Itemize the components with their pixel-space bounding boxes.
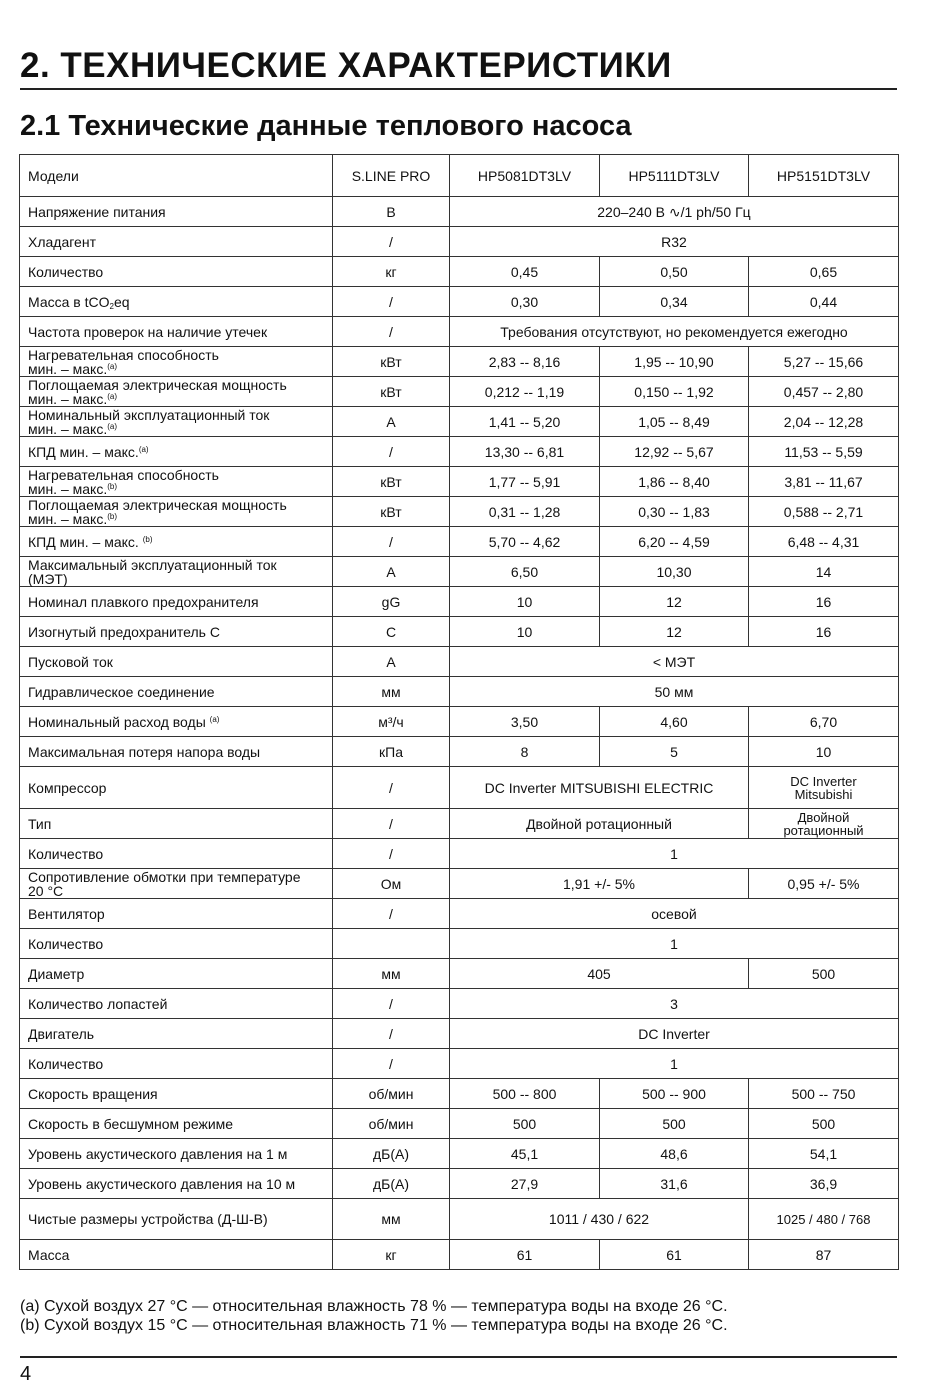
row-value: R32 bbox=[450, 227, 899, 257]
row-unit: дБ(А) bbox=[333, 1169, 450, 1199]
table-row bbox=[20, 839, 899, 869]
footer-rule bbox=[20, 1356, 897, 1358]
row-label-text: Количество bbox=[28, 935, 104, 952]
row-value: 0,50 bbox=[600, 257, 749, 287]
row-value: DC Inverter bbox=[450, 1019, 899, 1049]
row-unit: / bbox=[333, 839, 450, 869]
row-label bbox=[20, 1109, 333, 1139]
row-value: 0,44 bbox=[749, 287, 899, 317]
row-value-line: Двойной bbox=[797, 809, 850, 825]
row-value bbox=[749, 809, 899, 839]
table-row bbox=[20, 677, 899, 707]
row-value: 10,30 bbox=[600, 557, 749, 587]
row-value: 1,86 -- 8,40 bbox=[600, 467, 749, 497]
row-label-text: Компрессор bbox=[28, 779, 107, 796]
header-cell: HP5111DT3LV bbox=[600, 155, 749, 197]
table-row bbox=[20, 557, 899, 587]
row-value: 0,30 -- 1,83 bbox=[600, 497, 749, 527]
row-value: 220–240 В ∿/1 ph/50 Гц bbox=[450, 197, 899, 227]
row-label-line2: мин. – макс. bbox=[28, 360, 108, 377]
row-label-line2: мин. – макс. bbox=[28, 510, 108, 527]
row-label-text: Пусковой ток bbox=[28, 653, 113, 670]
title-rule bbox=[20, 88, 897, 90]
table-row bbox=[20, 899, 899, 929]
table-row bbox=[20, 347, 899, 377]
header-cell: S.LINE PRO bbox=[333, 155, 450, 197]
row-label-text: Скорость в бесшумном режиме bbox=[28, 1115, 234, 1132]
row-value: 61 bbox=[600, 1240, 749, 1270]
row-unit: / bbox=[333, 317, 450, 347]
row-label bbox=[20, 557, 333, 587]
row-value: 10 bbox=[450, 617, 600, 647]
row-value: 500 -- 750 bbox=[749, 1079, 899, 1109]
footnote-marker: (a) bbox=[138, 444, 149, 454]
row-label-text: Номинальный расход воды bbox=[28, 713, 210, 730]
row-value: 0,212 -- 1,19 bbox=[450, 377, 600, 407]
row-value: 3,50 bbox=[450, 707, 600, 737]
table-header-row bbox=[20, 155, 899, 197]
row-unit: / bbox=[333, 767, 450, 809]
table-row bbox=[20, 767, 899, 809]
table-row bbox=[20, 1079, 899, 1109]
row-unit: мм bbox=[333, 677, 450, 707]
row-value: 27,9 bbox=[450, 1169, 600, 1199]
row-unit: дБ(А) bbox=[333, 1139, 450, 1169]
footnote-marker: (b) bbox=[107, 481, 117, 491]
row-value-line: Mitsubishi bbox=[794, 786, 853, 802]
row-label bbox=[20, 287, 333, 317]
row-label bbox=[20, 257, 333, 287]
row-label-text: Уровень акустического давления на 1 м bbox=[28, 1145, 288, 1162]
row-label-text: Количество bbox=[28, 845, 104, 862]
row-label bbox=[20, 707, 333, 737]
table-row bbox=[20, 809, 899, 839]
row-value: 6,70 bbox=[749, 707, 899, 737]
row-label bbox=[20, 737, 333, 767]
row-value: Требования отсутствуют, но рекомендуется ежегодно bbox=[450, 317, 899, 347]
row-value: 2,04 -- 12,28 bbox=[749, 407, 899, 437]
row-label bbox=[20, 437, 333, 467]
row-label bbox=[20, 1240, 333, 1270]
row-label bbox=[20, 989, 333, 1019]
row-value: 13,30 -- 6,81 bbox=[450, 437, 600, 467]
row-label-text: Изогнутый предохранитель С bbox=[28, 623, 220, 640]
row-label bbox=[20, 377, 333, 407]
footnote-marker: (a) bbox=[107, 361, 117, 371]
row-value: 500 -- 900 bbox=[600, 1079, 749, 1109]
row-value: 6,50 bbox=[450, 557, 600, 587]
row-unit: А bbox=[333, 407, 450, 437]
row-value: 1 bbox=[450, 1049, 899, 1079]
row-value: 10 bbox=[749, 737, 899, 767]
table-row bbox=[20, 929, 899, 959]
table-row bbox=[20, 287, 899, 317]
table-row bbox=[20, 257, 899, 287]
table-row bbox=[20, 707, 899, 737]
row-value: 10 bbox=[450, 587, 600, 617]
row-value: 1 bbox=[450, 929, 899, 959]
header-cell: HP5081DT3LV bbox=[450, 155, 600, 197]
row-value: Двойной ротационный bbox=[450, 809, 749, 839]
row-value: 1,95 -- 10,90 bbox=[600, 347, 749, 377]
row-unit: А bbox=[333, 557, 450, 587]
row-label-line2: 20 °C bbox=[28, 882, 64, 899]
table-row bbox=[20, 497, 899, 527]
row-value: 12 bbox=[600, 617, 749, 647]
row-value: 54,1 bbox=[749, 1139, 899, 1169]
row-label-text: Двигатель bbox=[28, 1025, 95, 1042]
table-row bbox=[20, 1169, 899, 1199]
footnote-marker: (b) bbox=[107, 511, 117, 521]
row-label-tail: eq bbox=[113, 293, 130, 310]
row-value: 0,457 -- 2,80 bbox=[749, 377, 899, 407]
row-value: 87 bbox=[749, 1240, 899, 1270]
row-label-line2: мин. – макс. bbox=[28, 420, 108, 437]
table-row bbox=[20, 989, 899, 1019]
row-unit: кВт bbox=[333, 497, 450, 527]
table-row bbox=[20, 1240, 899, 1270]
footnote-marker: (a) bbox=[107, 421, 117, 431]
row-value: 1,41 -- 5,20 bbox=[450, 407, 600, 437]
row-value: 0,45 bbox=[450, 257, 600, 287]
row-label bbox=[20, 1019, 333, 1049]
row-value: 50 мм bbox=[450, 677, 899, 707]
row-label bbox=[20, 1049, 333, 1079]
row-value-line: ротационный bbox=[783, 822, 864, 838]
row-value: 500 bbox=[450, 1109, 600, 1139]
row-label bbox=[20, 527, 333, 557]
row-label-text: Тип bbox=[28, 815, 52, 832]
table-row bbox=[20, 1109, 899, 1139]
row-label-text: Гидравлическое соединение bbox=[28, 683, 215, 700]
row-label bbox=[20, 959, 333, 989]
table-row bbox=[20, 407, 899, 437]
row-value: 500 bbox=[749, 1109, 899, 1139]
row-label bbox=[20, 647, 333, 677]
row-unit bbox=[333, 929, 450, 959]
row-unit: кг bbox=[333, 1240, 450, 1270]
table-row bbox=[20, 197, 899, 227]
row-unit: Ом bbox=[333, 869, 450, 899]
row-value: 0,31 -- 1,28 bbox=[450, 497, 600, 527]
row-label bbox=[20, 497, 333, 527]
row-unit: gG bbox=[333, 587, 450, 617]
row-unit: / bbox=[333, 989, 450, 1019]
row-label-text: Поглощаемая электрическая мощность bbox=[28, 376, 287, 393]
row-value: 405 bbox=[450, 959, 749, 989]
row-unit: C bbox=[333, 617, 450, 647]
row-unit: / bbox=[333, 287, 450, 317]
row-label-text: Номинальный эксплуатационный ток bbox=[28, 406, 270, 423]
row-label-text: Поглощаемая электрическая мощность bbox=[28, 496, 287, 513]
row-unit: В bbox=[333, 197, 450, 227]
row-unit: / bbox=[333, 1049, 450, 1079]
header-cell: Модели bbox=[20, 155, 333, 197]
row-label-line2: (МЭТ) bbox=[28, 570, 68, 587]
row-unit: кВт bbox=[333, 467, 450, 497]
row-label-text: Нагревательная способность bbox=[28, 346, 219, 363]
row-label bbox=[20, 467, 333, 497]
row-label-line2: мин. – макс. bbox=[28, 480, 108, 497]
row-value: 5,27 -- 15,66 bbox=[749, 347, 899, 377]
row-label-text: Чистые размеры устройства (Д-Ш-В) bbox=[28, 1211, 268, 1227]
table-row bbox=[20, 1139, 899, 1169]
row-value: 6,48 -- 4,31 bbox=[749, 527, 899, 557]
row-label-text: Масса в tCO bbox=[28, 293, 110, 310]
row-value: 31,6 bbox=[600, 1169, 749, 1199]
table-row bbox=[20, 317, 899, 347]
row-value: DC Inverter MITSUBISHI ELECTRIC bbox=[450, 767, 749, 809]
footnote-marker: (a) bbox=[107, 391, 117, 401]
row-label-text: Количество bbox=[28, 1055, 104, 1072]
row-label bbox=[20, 617, 333, 647]
table-row bbox=[20, 869, 899, 899]
row-unit: / bbox=[333, 227, 450, 257]
row-value: 12,92 -- 5,67 bbox=[600, 437, 749, 467]
row-label-text: Количество лопастей bbox=[28, 995, 168, 1012]
row-value: 0,95 +/- 5% bbox=[749, 869, 899, 899]
row-label-text: Диаметр bbox=[28, 965, 85, 982]
footnote-a: (a) Сухой воздух 27 °C — относительная влажность 78 % — температура воды на входе 26 °C. bbox=[20, 1298, 728, 1315]
row-value: 1011 / 430 / 622 bbox=[450, 1199, 749, 1240]
table-row bbox=[20, 647, 899, 677]
table-row bbox=[20, 227, 899, 257]
row-unit: / bbox=[333, 437, 450, 467]
row-label-text: Хладагент bbox=[28, 233, 96, 250]
row-value: 500 bbox=[600, 1109, 749, 1139]
row-label-text: Максимальная потеря напора воды bbox=[28, 743, 261, 760]
row-unit: кВт bbox=[333, 347, 450, 377]
row-label-text: Скорость вращения bbox=[28, 1085, 158, 1102]
row-value: 1,91 +/- 5% bbox=[450, 869, 749, 899]
table-row bbox=[20, 959, 899, 989]
row-value: 3 bbox=[450, 989, 899, 1019]
header-cell: HP5151DT3LV bbox=[749, 155, 899, 197]
row-unit: мм bbox=[333, 959, 450, 989]
row-value: 36,9 bbox=[749, 1169, 899, 1199]
row-label-text: Уровень акустического давления на 10 м bbox=[28, 1175, 296, 1192]
page-title: 2. ТЕХНИЧЕСКИЕ ХАРАКТЕРИСТИКИ bbox=[20, 46, 672, 85]
table-row bbox=[20, 1019, 899, 1049]
row-label bbox=[20, 809, 333, 839]
row-value: 61 bbox=[450, 1240, 600, 1270]
row-unit: об/мин bbox=[333, 1079, 450, 1109]
table-row bbox=[20, 527, 899, 557]
table-row bbox=[20, 467, 899, 497]
row-unit: / bbox=[333, 809, 450, 839]
row-label-text: Максимальный эксплуатационный ток bbox=[28, 556, 277, 573]
table-row bbox=[20, 587, 899, 617]
row-unit: мм bbox=[333, 1199, 450, 1240]
row-label bbox=[20, 839, 333, 869]
row-label-text: Нагревательная способность bbox=[28, 466, 219, 483]
row-value: 16 bbox=[749, 587, 899, 617]
row-label bbox=[20, 317, 333, 347]
row-value: 4,60 bbox=[600, 707, 749, 737]
row-label-text: Масса bbox=[28, 1246, 70, 1263]
row-value: 0,34 bbox=[600, 287, 749, 317]
row-value: 6,20 -- 4,59 bbox=[600, 527, 749, 557]
row-label-text: Сопротивление обмотки при температуре bbox=[28, 868, 301, 885]
row-unit: А bbox=[333, 647, 450, 677]
table-row bbox=[20, 737, 899, 767]
page-number: 4 bbox=[20, 1363, 32, 1385]
row-unit: / bbox=[333, 527, 450, 557]
row-value: 45,1 bbox=[450, 1139, 600, 1169]
section-title: 2.1 Технические данные теплового насоса bbox=[20, 110, 632, 142]
row-value: 5,70 -- 4,62 bbox=[450, 527, 600, 557]
row-value: 14 bbox=[749, 557, 899, 587]
footnote-b: (b) Сухой воздух 15 °C — относительная влажность 71 % — температура воды на входе 26 °C. bbox=[20, 1317, 728, 1334]
row-unit: / bbox=[333, 899, 450, 929]
row-value: 0,150 -- 1,92 bbox=[600, 377, 749, 407]
row-unit: / bbox=[333, 1019, 450, 1049]
row-label bbox=[20, 197, 333, 227]
row-label bbox=[20, 347, 333, 377]
row-label-subscript: 2 bbox=[109, 301, 114, 311]
table-row bbox=[20, 1199, 899, 1240]
table-row bbox=[20, 617, 899, 647]
footnote-marker: (b) bbox=[142, 534, 153, 544]
row-value: 11,53 -- 5,59 bbox=[749, 437, 899, 467]
row-value: 5 bbox=[600, 737, 749, 767]
row-value: 0,30 bbox=[450, 287, 600, 317]
row-unit: об/мин bbox=[333, 1109, 450, 1139]
row-label-line2: мин. – макс. bbox=[28, 390, 108, 407]
row-label bbox=[20, 1199, 333, 1240]
row-value: 1,77 -- 5,91 bbox=[450, 467, 600, 497]
row-label-text: Количество bbox=[28, 263, 104, 280]
row-label bbox=[20, 1079, 333, 1109]
row-value: 2,83 -- 8,16 bbox=[450, 347, 600, 377]
row-label-text: Частота проверок на наличие утечек bbox=[28, 323, 268, 340]
row-value: 0,588 -- 2,71 bbox=[749, 497, 899, 527]
row-value: 48,6 bbox=[600, 1139, 749, 1169]
spec-table bbox=[19, 154, 899, 1270]
row-label-text: КПД мин. – макс. bbox=[28, 443, 139, 460]
row-label-text: Вентилятор bbox=[28, 905, 105, 922]
table-row bbox=[20, 377, 899, 407]
row-value: осевой bbox=[450, 899, 899, 929]
row-value: 12 bbox=[600, 587, 749, 617]
row-value bbox=[749, 767, 899, 809]
table-row bbox=[20, 1049, 899, 1079]
row-value: 500 bbox=[749, 959, 899, 989]
row-label bbox=[20, 227, 333, 257]
row-value: 1,05 -- 8,49 bbox=[600, 407, 749, 437]
row-value: 1025 / 480 / 768 bbox=[749, 1199, 899, 1240]
row-value: 16 bbox=[749, 617, 899, 647]
row-label bbox=[20, 1139, 333, 1169]
row-label bbox=[20, 587, 333, 617]
row-label bbox=[20, 767, 333, 809]
row-value: 0,65 bbox=[749, 257, 899, 287]
row-unit: кг bbox=[333, 257, 450, 287]
row-value-line: DC Inverter bbox=[790, 773, 857, 789]
row-unit: кПа bbox=[333, 737, 450, 767]
row-label bbox=[20, 1169, 333, 1199]
row-label-text: КПД мин. – макс. bbox=[28, 533, 143, 550]
row-unit: кВт bbox=[333, 377, 450, 407]
footnote-marker: (a) bbox=[209, 714, 220, 724]
row-value: 3,81 -- 11,67 bbox=[749, 467, 899, 497]
row-value: 1 bbox=[450, 839, 899, 869]
row-value: 500 -- 800 bbox=[450, 1079, 600, 1109]
row-label bbox=[20, 899, 333, 929]
row-value: 8 bbox=[450, 737, 600, 767]
row-label bbox=[20, 869, 333, 899]
row-label bbox=[20, 407, 333, 437]
row-label-text: Номинал плавкого предохранителя bbox=[28, 593, 259, 610]
row-label bbox=[20, 929, 333, 959]
row-value: < МЭТ bbox=[450, 647, 899, 677]
table-row bbox=[20, 437, 899, 467]
row-label-text: Напряжение питания bbox=[28, 203, 166, 220]
row-label bbox=[20, 677, 333, 707]
row-unit: м³/ч bbox=[333, 707, 450, 737]
